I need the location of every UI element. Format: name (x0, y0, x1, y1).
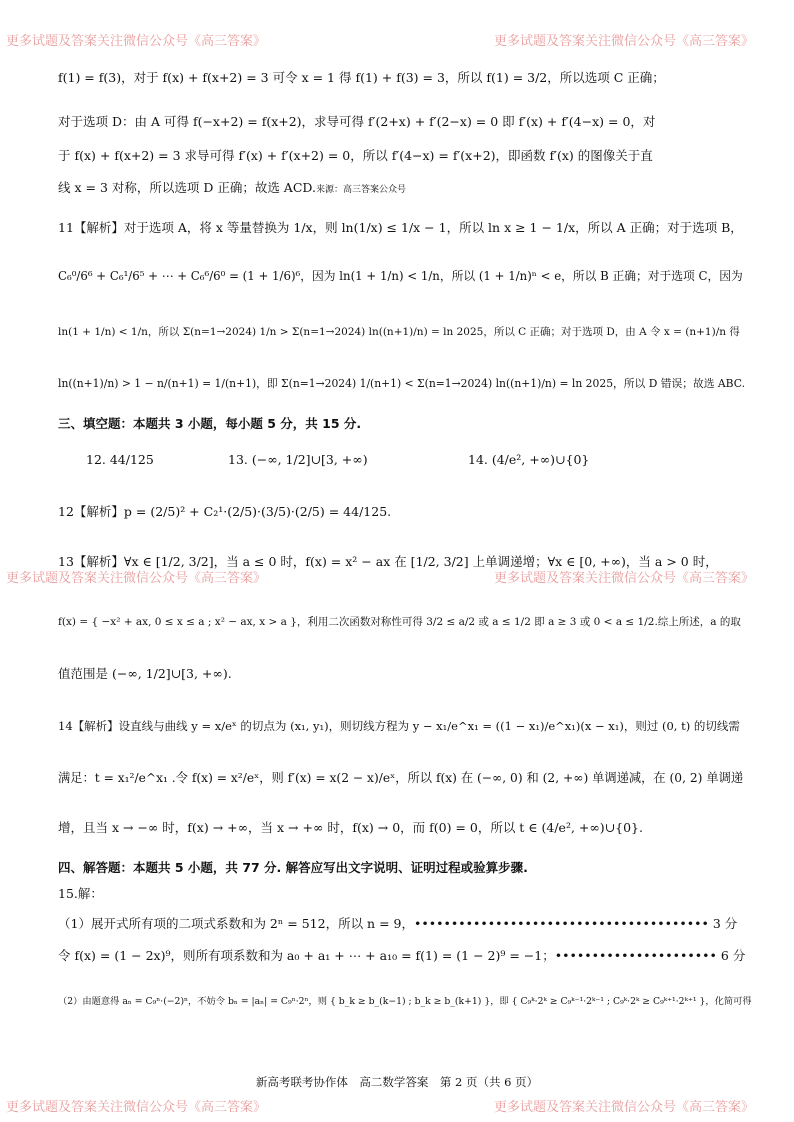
watermark-bottom-right: 更多试题及答案关注微信公众号《高三答案》 (494, 1100, 755, 1115)
text-line-q15-part1b: 令 f(x) = (1 − 2x)⁹，则所有项系数和为 a₀ + a₁ + ⋯ + a₁₀ = f(1) = (1 − 2)⁹ = −1；•••••••••••••••••••••• 6 分 (58, 948, 746, 963)
text-line-q13-2: f(x) = { −x² + ax, 0 ≤ x ≤ a ; x² − ax, x > a }，利用二次函数对称性可得 3/2 ≤ a/2 或 a ≤ 1/2 即 a ≥ 3 或 0 < a ≤ 1/2.综上所述，a 的取 (58, 616, 741, 628)
section-heading-fill-in: 三、填空题：本题共 3 小题，每小题 5 分，共 15 分. (58, 416, 362, 431)
text-line-option-d-3 (58, 178, 754, 200)
source-note: 来源：高三答案公众号 (315, 185, 406, 195)
watermark-top-right: 更多试题及答案关注微信公众号《高三答案》 (494, 34, 755, 49)
text-line-q13-3: 值范围是 (−∞, 1/2]∪[3, +∞). (58, 666, 232, 681)
page-footer: 新高考联考协作体 高二数学答案 第 2 页（共 6 页） (255, 1075, 539, 1089)
watermark-bottom-left: 更多试题及答案关注微信公众号《高三答案》 (6, 1100, 267, 1115)
answer-13: 13. (−∞, 1/2]∪[3, +∞) (228, 452, 368, 467)
text-line-option-c: f(1) = f(3)，对于 f(x) + f(x+2) = 3 可令 x = 1 得 f(1) + f(3) = 3，所以 f(1) = 3/2，所以选项 C 正确； (58, 70, 665, 85)
text-line-q14-3: 增，且当 x → −∞ 时，f(x) → +∞，当 x → +∞ 时，f(x) → 0，而 f(0) = 0，所以 t ∈ (4/e², +∞)∪{0}. (58, 820, 643, 835)
text-line-q11-1: 11【解析】对于选项 A，将 x 等量替换为 1/x，则 ln(1/x) ≤ 1/x − 1，所以 ln x ≥ 1 − 1/x，所以 A 正确；对于选项 B， (58, 220, 743, 235)
text-line-q11-4: ln((n+1)/n) > 1 − n/(n+1) = 1/(n+1)，即 Σ(n=1→2024) 1/(n+1) < Σ(n=1→2024) ln((n+1)/n) = ln 2025，所以 D 错误；故选 ABC. (58, 377, 746, 390)
section-heading-solutions: 四、解答题：本题共 5 小题，共 77 分. 解答应写出文字说明、证明过程或验算步骤. (58, 860, 528, 875)
text-line-option-d-1: 对于选项 D：由 A 可得 f(−x+2) = f(x+2)，求导可得 f′(2+x) + f′(2−x) = 0 即 f′(x) + f′(4−x) = 0，对 (58, 114, 656, 129)
text-line-q15-title: 15.解： (58, 886, 103, 901)
text-line-q11-2: C₆⁰/6⁶ + C₆¹/6⁵ + ⋯ + C₆⁶/6⁰ = (1 + 1/6)⁶，因为 ln(1 + 1/n) < 1/n，所以 (1 + 1/n)ⁿ < e，所以 B 正确；对于选项 C，因为 (58, 269, 743, 283)
answer-14: 14. (4/e², +∞)∪{0} (468, 452, 590, 467)
option-d-conclusion: 线 x = 3 对称，所以选项 D 正确；故选 ACD. (58, 180, 316, 195)
watermark-mid-right: 更多试题及答案关注微信公众号《高三答案》 (494, 571, 755, 586)
watermark-mid-left: 更多试题及答案关注微信公众号《高三答案》 (6, 571, 267, 586)
text-line-option-d-2: 于 f(x) + f(x+2) = 3 求导可得 f′(x) + f′(x+2) = 0，所以 f′(4−x) = f′(x+2)，即函数 f′(x) 的图像关于直 (58, 148, 653, 163)
text-line-q14-1: 14【解析】设直线与曲线 y = x/eˣ 的切点为 (x₁, y₁)，则切线方程为 y − x₁/e^x₁ = ((1 − x₁)/e^x₁)(x − x₁)，则过 (0, t) 的切线需 (58, 719, 740, 733)
answer-12: 12. 44/125 (86, 452, 154, 467)
text-line-q13-1: 13【解析】∀x ∈ [1/2, 3/2]，当 a ≤ 0 时，f(x) = x² − ax 在 [1/2, 3/2] 上单调递增；∀x ∈ [0, +∞)，当 a > 0 时， (58, 554, 718, 569)
text-line-q15-part2: （2）由题意得 aₙ = C₉ⁿ·(−2)ⁿ，不妨令 bₙ = |aₙ| = C₉ⁿ·2ⁿ，则 { b_k ≥ b_(k−1) ; b_k ≥ b_(k+1) }，即 { C₉ᵏ·2ᵏ ≥ C₉ᵏ⁻¹·2ᵏ⁻¹ ; C₉ᵏ·2ᵏ ≥ C₉ᵏ⁺¹·2ᵏ⁺¹ }，化简可得 (58, 996, 752, 1007)
text-line-q14-2: 满足：t = x₁²/e^x₁ .令 f(x) = x²/eˣ，则 f′(x) = x(2 − x)/eˣ，所以 f(x) 在 (−∞, 0) 和 (2, +∞) 单调递减，在 (0, 2) 单调递 (58, 771, 744, 785)
text-line-q15-part1: （1）展开式所有项的二项式系数和为 2ⁿ = 512，所以 n = 9，•••••••••••••••••••••••••••••••••••••••• 3 分 (58, 916, 738, 931)
text-line-q11-3: ln(1 + 1/n) < 1/n，所以 Σ(n=1→2024) 1/n > Σ(n=1→2024) ln((n+1)/n) = ln 2025，所以 C 正确；对于选项 D，由 A 令 x = (n+1)/n 得 (58, 326, 740, 338)
watermark-top-left: 更多试题及答案关注微信公众号《高三答案》 (6, 34, 267, 49)
text-line-q12: 12【解析】p = (2/5)² + C₂¹·(2/5)·(3/5)·(2/5) = 44/125. (58, 504, 392, 519)
